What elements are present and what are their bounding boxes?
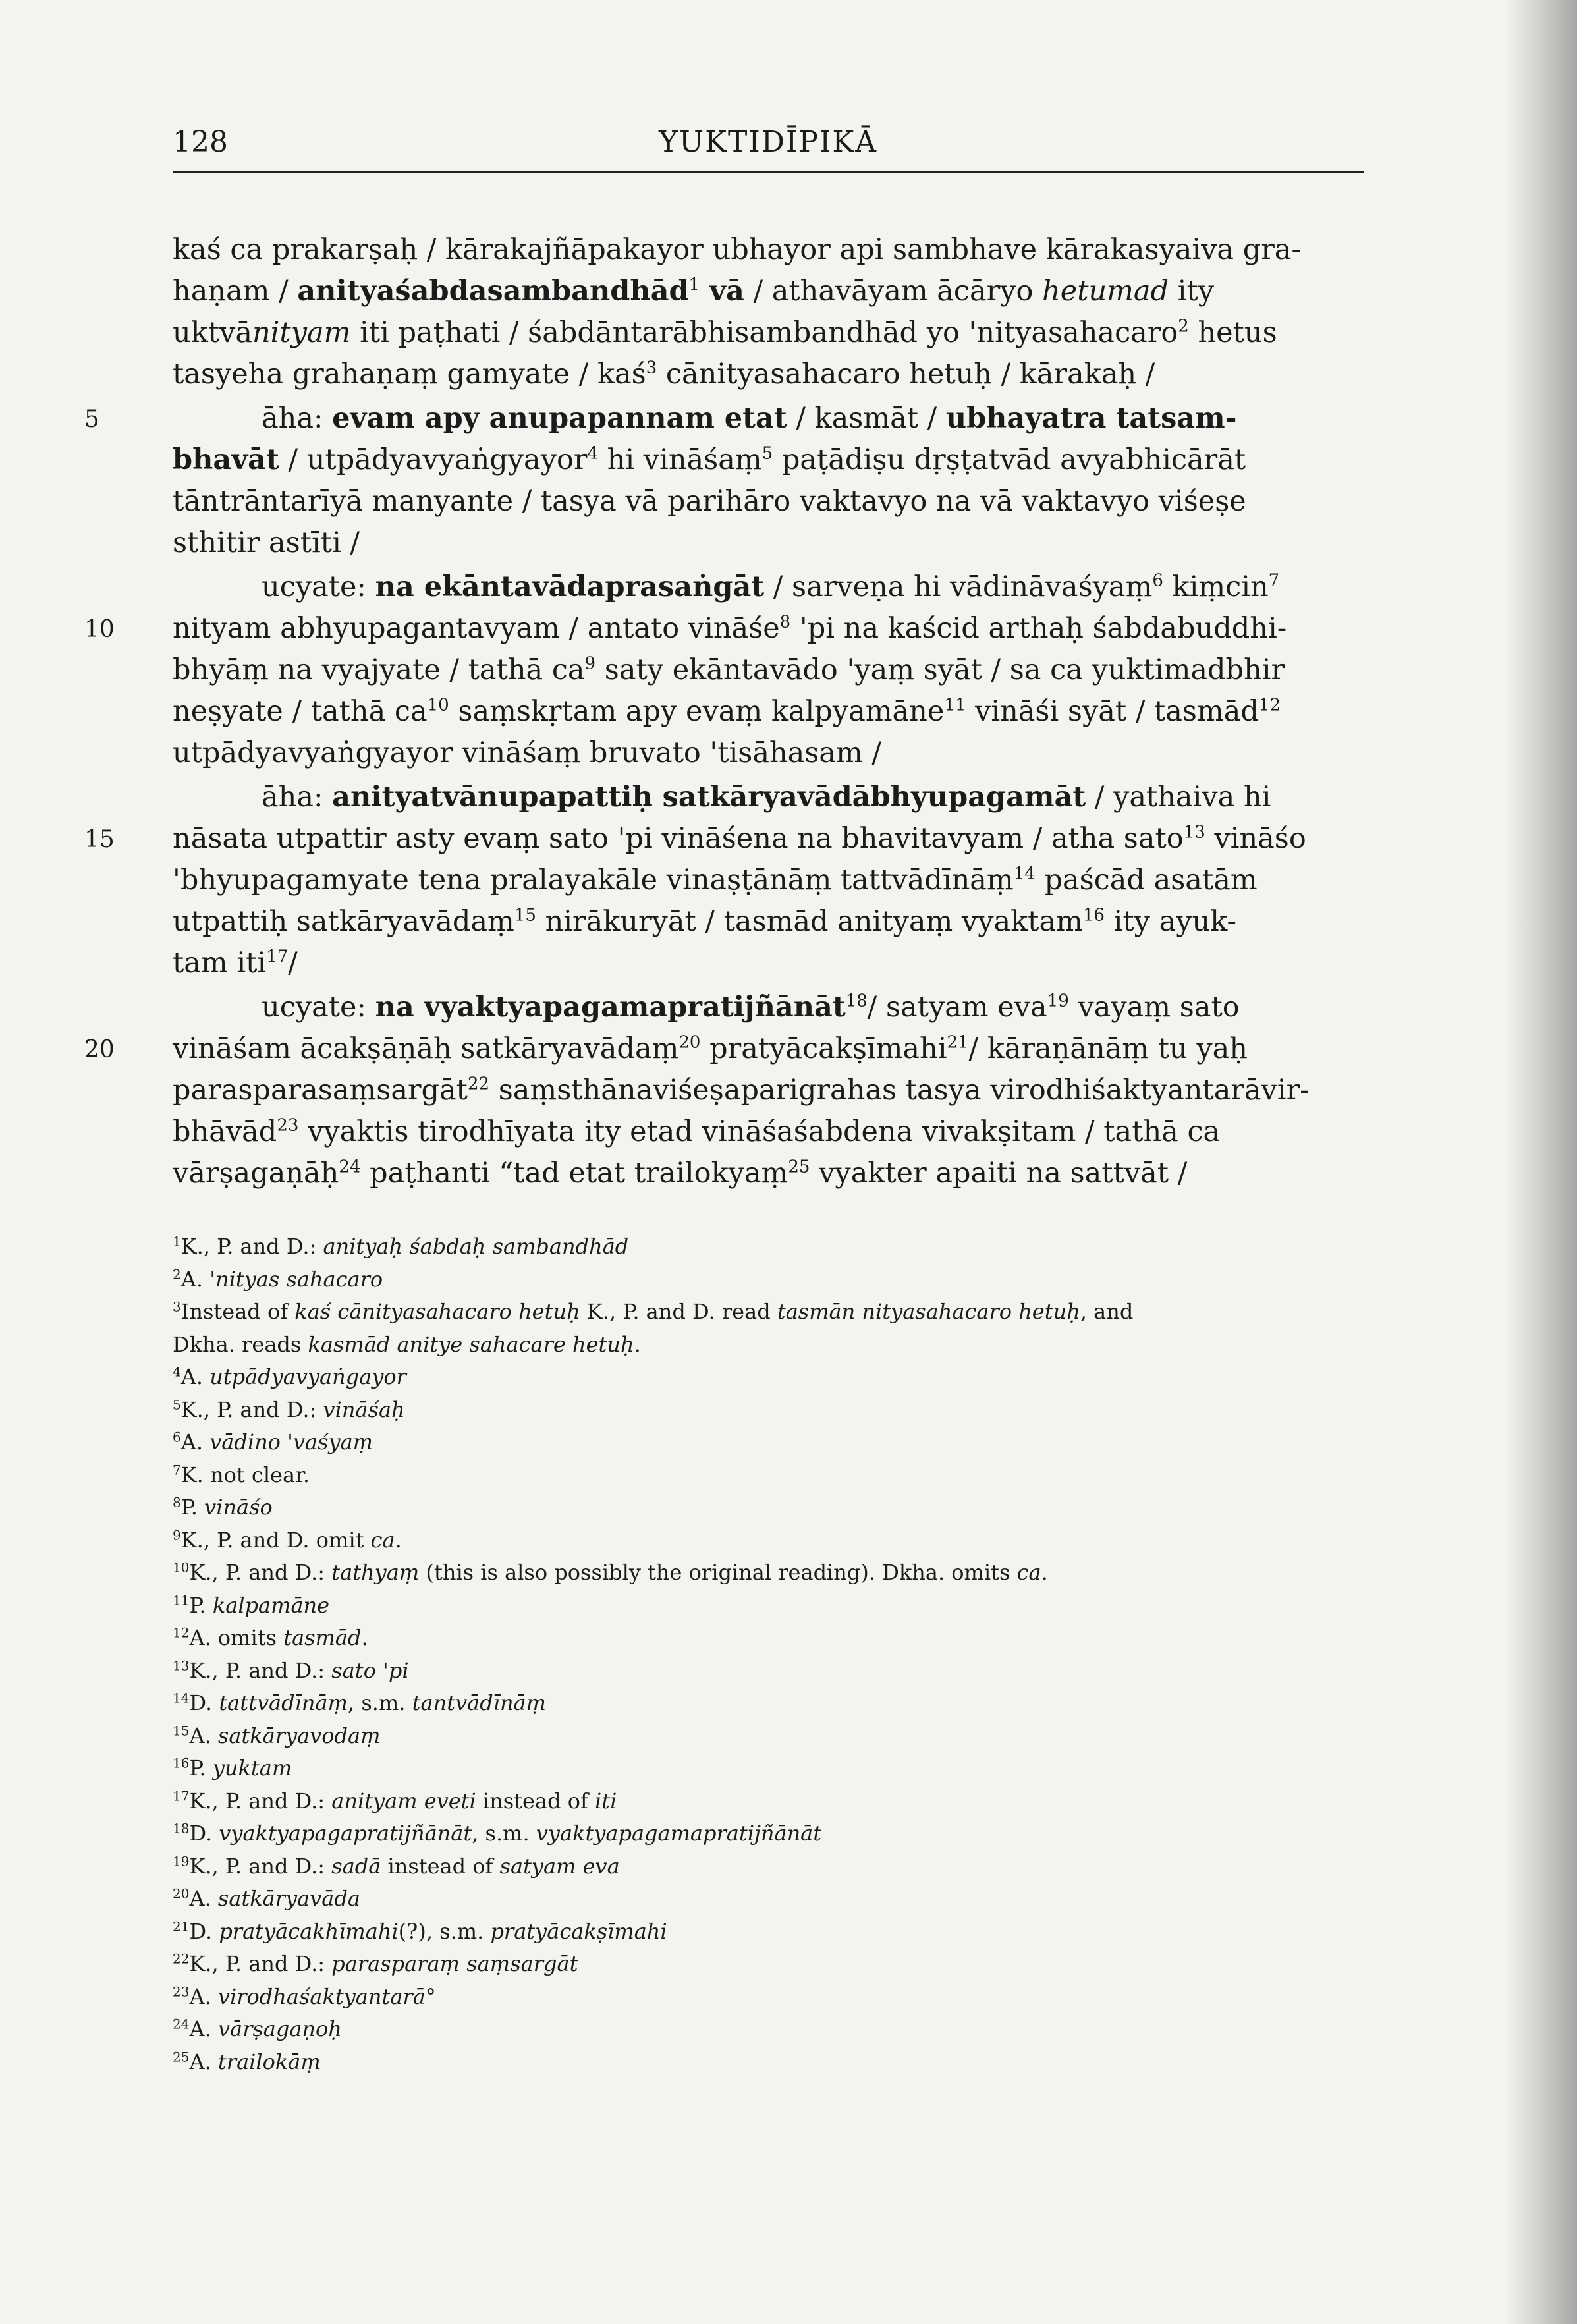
note-ref: 15 xyxy=(514,905,536,926)
running-title: YUKTIDĪPIKĀ xyxy=(658,125,878,159)
text-segment: vā xyxy=(700,275,744,308)
page-edge-shadow xyxy=(1505,0,1577,2324)
text-segment: paścād asatām xyxy=(1035,864,1258,897)
footnote-text: tathyaṃ xyxy=(331,1560,420,1585)
text-segment: ubhayatra tatsam- xyxy=(945,402,1237,435)
text-segment: vināśo xyxy=(1205,822,1306,855)
text-line xyxy=(173,439,1364,481)
note-ref: 25 xyxy=(788,1157,810,1177)
text-segment: / satyam eva xyxy=(867,991,1047,1024)
note-ref: 17 xyxy=(266,947,289,967)
text-segment: saṃskṛtam apy evaṃ kalpyamāne xyxy=(449,695,945,728)
footnote-number: 13 xyxy=(173,1657,190,1673)
footnote-text: D. xyxy=(189,1690,219,1715)
text-segment: kaś ca prakarṣaḥ / kārakajñāpakayor ubhayor api sambhave kārakasyaiva gra- xyxy=(173,233,1301,266)
text-segment: parasparasaṃsargāt xyxy=(173,1074,468,1107)
text-line xyxy=(173,1153,1364,1194)
footnote-number: 19 xyxy=(173,1852,190,1869)
footnote xyxy=(173,1850,1364,1883)
text-line xyxy=(173,229,1364,271)
footnote-text: A. xyxy=(180,1364,210,1389)
text-line xyxy=(173,1111,1364,1153)
footnote-text: anityam eveti xyxy=(331,1788,476,1813)
text-line xyxy=(173,567,1364,608)
footnote-text: yuktam xyxy=(212,1756,292,1781)
footnote-text: kalpamāne xyxy=(212,1592,330,1618)
footnote xyxy=(173,1231,1364,1263)
footnote-number: 6 xyxy=(173,1429,181,1445)
text-line xyxy=(173,860,1364,901)
footnote-number: 7 xyxy=(173,1461,181,1478)
footnote xyxy=(173,2046,1364,2079)
footnote-number: 5 xyxy=(173,1396,181,1412)
note-ref: 9 xyxy=(584,653,596,674)
paragraph xyxy=(173,398,1364,564)
text-segment: nityam xyxy=(252,316,351,349)
footnote xyxy=(173,1752,1364,1785)
footnote-text: tasmān nityasahacaro hetuḥ xyxy=(777,1299,1080,1324)
footnote-text: , and xyxy=(1080,1299,1134,1324)
running-header xyxy=(173,125,1364,173)
footnote-number: 18 xyxy=(173,1820,190,1837)
text-segment: tam iti xyxy=(173,947,267,980)
text-segment: neṣyate / tathā ca xyxy=(173,695,428,728)
text-line xyxy=(173,398,1364,439)
text-line xyxy=(173,901,1364,943)
text-line xyxy=(173,650,1364,691)
footnote-text: kasmād anitye sahacare hetuḥ xyxy=(308,1331,634,1357)
footnote-text: K., P. and D. read xyxy=(580,1299,777,1324)
footnote-text: ca xyxy=(1016,1560,1041,1585)
footnote-text: pratyācakhīmahi xyxy=(219,1918,399,1944)
paragraph xyxy=(173,229,1364,395)
text-segment: / yathaiva hi xyxy=(1086,781,1271,814)
margin-line-number: 15 xyxy=(84,826,115,853)
note-ref: 1 xyxy=(688,275,700,295)
note-ref: 20 xyxy=(678,1032,701,1053)
footnote xyxy=(173,1622,1364,1655)
text-segment: uktvā xyxy=(173,316,252,349)
footnote-text: , s.m. xyxy=(472,1821,536,1846)
footnote-text: (?), s.m. xyxy=(398,1918,491,1944)
text-segment: na vyaktyapagamapratijñānāt xyxy=(375,991,846,1024)
footnote xyxy=(173,1883,1364,1916)
text-line xyxy=(173,1028,1364,1070)
footnote xyxy=(173,1916,1364,1949)
footnote-number: 23 xyxy=(173,1983,190,1999)
text-segment: utpattiḥ satkāryavādaṃ xyxy=(173,905,514,938)
footnote-number: 1 xyxy=(173,1233,181,1250)
footnote-number: 9 xyxy=(173,1526,181,1543)
footnote-number: 20 xyxy=(173,1885,190,1902)
text-line xyxy=(173,608,1364,650)
text-segment: / athavāyam ācāryo xyxy=(744,275,1043,308)
text-segment: / xyxy=(288,947,298,980)
text-segment: vināśam ācakṣāṇāḥ satkāryavādaṃ xyxy=(173,1032,679,1065)
footnote-text: A. omits xyxy=(189,1625,284,1650)
footnote xyxy=(173,1361,1364,1394)
footnote-text: ca xyxy=(370,1527,395,1553)
text-line xyxy=(173,522,1364,564)
text-segment: utpādyavyaṅgyayor vināśaṃ bruvato 'tisāhasam / xyxy=(173,736,881,769)
footnote-text: tantvādīnāṃ xyxy=(412,1690,547,1715)
footnote-text: tattvādīnāṃ xyxy=(219,1690,348,1715)
footnote-text: K., P. and D. omit xyxy=(180,1527,371,1553)
footnote-text: satkāryavāda xyxy=(217,1886,360,1911)
footnote-number: 24 xyxy=(173,2016,190,2032)
text-segment: bhavāt xyxy=(173,443,279,476)
footnote xyxy=(173,1459,1364,1492)
note-ref: 12 xyxy=(1258,695,1281,715)
footnote xyxy=(173,1426,1364,1459)
footnote xyxy=(173,1981,1364,2014)
footnote xyxy=(173,1491,1364,1524)
text-line xyxy=(173,777,1364,818)
text-segment: āha: xyxy=(262,781,333,814)
footnote-text: vināśaḥ xyxy=(323,1397,405,1422)
footnote-text: K. not clear. xyxy=(180,1462,310,1487)
footnote-text: Dkha. reads xyxy=(173,1331,308,1357)
footnote-text: A. xyxy=(189,1886,218,1911)
footnote-text: anityaḥ śabdaḥ sambandhād xyxy=(323,1234,629,1259)
footnote-number: 2 xyxy=(173,1265,181,1282)
text-segment: / utpādyavyaṅgyayor xyxy=(279,443,588,476)
note-ref: 5 xyxy=(761,443,773,464)
text-line xyxy=(173,943,1364,984)
footnote xyxy=(173,1720,1364,1753)
text-segment: ity ayuk- xyxy=(1104,905,1237,938)
text-segment: nirākuryāt / tasmād anityaṃ vyaktam xyxy=(536,905,1083,938)
text-segment: bhāvād xyxy=(173,1115,277,1148)
footnote-text: sato 'pi xyxy=(331,1657,409,1683)
note-ref: 3 xyxy=(646,358,657,378)
footnote-text: instead of xyxy=(476,1788,595,1813)
text-line xyxy=(173,271,1364,312)
text-line xyxy=(173,691,1364,733)
footnote-text: K., P. and D.: xyxy=(189,1657,332,1683)
footnote xyxy=(173,1524,1364,1557)
text-segment: pratyācakṣīmahi xyxy=(700,1032,947,1065)
footnote-text: vyaktyapagapratijñānāt xyxy=(219,1821,472,1846)
note-ref: 23 xyxy=(277,1115,299,1136)
text-line xyxy=(173,481,1364,522)
text-segment: haṇam / xyxy=(173,275,298,308)
footnote-text: pratyācakṣīmahi xyxy=(490,1918,667,1944)
text-segment: nāsata utpattir asty evaṃ sato 'pi vināśena na bhavitavyam / atha sato xyxy=(173,822,1184,855)
text-segment: vināśi syāt / tasmād xyxy=(966,695,1259,728)
paragraph xyxy=(173,777,1364,984)
note-ref: 4 xyxy=(587,443,598,464)
footnote-number: 21 xyxy=(173,1918,190,1934)
margin-line-number: 5 xyxy=(84,406,99,433)
footnote-text: vārṣagaṇoḥ xyxy=(217,2016,342,2041)
text-segment: vārṣagaṇāḥ xyxy=(173,1157,339,1190)
footnote-text: virodhaśaktyantarā° xyxy=(217,1983,436,2009)
footnote-text: trailokāṃ xyxy=(217,2049,321,2074)
note-ref: 13 xyxy=(1183,822,1205,843)
footnote-number: 8 xyxy=(173,1494,181,1510)
text-segment: / sarveṇa hi vādināvaśyaṃ xyxy=(764,570,1153,603)
footnote-text: P. xyxy=(189,1592,213,1618)
footnote-number: 11 xyxy=(173,1591,190,1608)
text-segment: na ekāntavādaprasaṅgāt xyxy=(375,570,765,603)
text-segment: vyakter apaiti na sattvāt / xyxy=(810,1157,1188,1190)
note-ref: 22 xyxy=(467,1074,490,1094)
footnotes xyxy=(173,1231,1364,2078)
note-ref: 24 xyxy=(339,1157,361,1177)
note-ref: 11 xyxy=(944,695,966,715)
footnote xyxy=(173,1296,1364,1329)
text-segment: ity xyxy=(1169,275,1215,308)
footnote-text: D. xyxy=(189,1821,219,1846)
footnote xyxy=(173,1329,1364,1362)
note-ref: 10 xyxy=(427,695,449,715)
footnote-text: P. xyxy=(180,1495,205,1520)
note-ref: 16 xyxy=(1082,905,1105,926)
text-segment: tasyeha grahaṇaṃ gamyate / kaś xyxy=(173,358,646,391)
text-segment: 'pi na kaścid arthaḥ śabdabuddhi- xyxy=(790,612,1287,645)
footnote-number: 22 xyxy=(173,1950,190,1967)
text-segment: ucyate: xyxy=(262,991,375,1024)
text-segment: 'bhyupagamyate tena pralayakāle vinaṣṭānāṃ tattvādīnāṃ xyxy=(173,864,1014,897)
text-segment: nityam abhyupagantavyam / antato vināśe xyxy=(173,612,780,645)
text-line xyxy=(173,1070,1364,1111)
text-segment: anityaśabdasambandhād xyxy=(297,275,689,308)
note-ref: 6 xyxy=(1152,570,1163,591)
note-ref: 7 xyxy=(1268,570,1280,591)
footnote xyxy=(173,1948,1364,1981)
paragraph xyxy=(173,567,1364,774)
text-segment: cānityasahacaro hetuḥ / kārakaḥ / xyxy=(657,358,1155,391)
footnote-text: utpādyavyaṅgayor xyxy=(209,1364,406,1389)
footnote xyxy=(173,1557,1364,1590)
footnote-text: kaś cānityasahacaro hetuḥ xyxy=(294,1299,580,1324)
footnote xyxy=(173,1687,1364,1720)
footnote-number: 16 xyxy=(173,1755,190,1771)
footnote-text: K., P. and D.: xyxy=(189,1951,332,1976)
footnote-number: 10 xyxy=(173,1559,190,1576)
footnote-text: (this is also possibly the original reading). Dkha. omits xyxy=(419,1560,1017,1585)
text-segment: paṭādiṣu dṛṣṭatvād avyabhicārāt xyxy=(773,443,1246,476)
footnote-text: iti xyxy=(595,1788,617,1813)
footnote-text: K., P. and D.: xyxy=(180,1397,323,1422)
text-line xyxy=(173,312,1364,354)
footnote-text: satyam eva xyxy=(499,1853,620,1879)
text-segment: evam apy anupapannam etat xyxy=(332,402,787,435)
footnote-text: , s.m. xyxy=(348,1690,412,1715)
note-ref: 19 xyxy=(1047,991,1069,1011)
footnote-number: 25 xyxy=(173,2048,190,2064)
footnote-text: K., P. and D.: xyxy=(189,1853,332,1879)
text-segment: vyaktis tirodhīyata ity etad vināśaśabdena vivakṣitam / tathā ca xyxy=(298,1115,1221,1148)
main-text xyxy=(173,229,1364,1194)
text-segment: iti paṭhati / śabdāntarābhisambandhād yo 'nityasahacaro xyxy=(350,316,1178,349)
text-segment: / kasmāt / xyxy=(787,402,946,435)
text-segment: hi vināśaṃ xyxy=(597,443,762,476)
footnote-text: A. xyxy=(189,1723,218,1748)
footnote-text: K., P. and D.: xyxy=(180,1234,323,1259)
margin-line-number: 10 xyxy=(84,616,115,643)
footnote-number: 3 xyxy=(173,1298,181,1315)
text-line xyxy=(173,733,1364,774)
footnote-text: instead of xyxy=(381,1853,500,1879)
footnote-text: A. xyxy=(189,2016,218,2041)
footnote-text: sadā xyxy=(331,1853,381,1879)
footnote-text: A. xyxy=(189,1983,218,2009)
footnote-number: 15 xyxy=(173,1722,190,1738)
paragraph xyxy=(173,987,1364,1194)
text-segment: anityatvānupapattiḥ satkāryavādābhyupagamāt xyxy=(332,781,1086,814)
note-ref: 14 xyxy=(1013,864,1036,884)
footnote-text: parasparaṃ saṃsargāt xyxy=(331,1951,578,1976)
footnote-number: 12 xyxy=(173,1624,190,1641)
footnote-text: A. xyxy=(189,2049,218,2074)
text-line xyxy=(173,987,1364,1028)
footnote-text: vādino 'vaśyaṃ xyxy=(209,1429,374,1454)
footnote-text: vyaktyapagamapratijñānāt xyxy=(536,1821,822,1846)
footnote-text: K., P. and D.: xyxy=(189,1560,332,1585)
footnote-text: D. xyxy=(189,1918,219,1944)
note-ref: 21 xyxy=(947,1032,969,1053)
margin-line-number: 20 xyxy=(84,1036,115,1063)
note-ref: 8 xyxy=(779,612,791,632)
text-segment: saṃsthānaviśeṣaparigrahas tasya virodhiśaktyantarāvir- xyxy=(489,1074,1310,1107)
footnote-number: 4 xyxy=(173,1364,181,1380)
footnote xyxy=(173,2013,1364,2046)
footnote-text: Instead of xyxy=(180,1299,295,1324)
footnote xyxy=(173,1590,1364,1622)
text-segment: ucyate: xyxy=(262,570,375,603)
note-ref: 18 xyxy=(845,991,868,1011)
footnote xyxy=(173,1785,1364,1818)
footnote-text: . xyxy=(395,1527,402,1553)
text-segment: / kāraṇānāṃ tu yaḥ xyxy=(968,1032,1248,1065)
text-segment: vayaṃ sato xyxy=(1068,991,1240,1024)
footnote-text: . xyxy=(361,1625,368,1650)
footnote-text: P. xyxy=(189,1756,213,1781)
text-segment: hetus xyxy=(1188,316,1277,349)
text-line xyxy=(173,818,1364,860)
footnote-text: vināśo xyxy=(204,1495,273,1520)
footnote xyxy=(173,1263,1364,1296)
page-number: 128 xyxy=(173,125,228,159)
footnote xyxy=(173,1394,1364,1427)
text-segment: paṭhanti “tad etat trailokyaṃ xyxy=(360,1157,788,1190)
text-segment: saty ekāntavādo 'yaṃ syāt / sa ca yuktimadbhir xyxy=(595,653,1285,686)
footnote-text: . xyxy=(1041,1560,1048,1585)
text-segment: kiṃcin xyxy=(1163,570,1269,603)
footnote-number: 17 xyxy=(173,1787,190,1804)
text-segment: hetumad xyxy=(1042,275,1169,308)
footnote xyxy=(173,1817,1364,1850)
footnote-text: K., P. and D.: xyxy=(189,1788,332,1813)
text-segment: āha: xyxy=(262,402,333,435)
footnote-text: A. xyxy=(180,1429,210,1454)
footnote-text: tasmād xyxy=(283,1625,362,1650)
text-line xyxy=(173,354,1364,395)
text-segment: tāntrāntarīyā manyante / tasya vā parihāro vaktavyo na vā vaktavyo viśeṣe xyxy=(173,485,1246,518)
footnote-text: 'nityas sahacaro xyxy=(209,1266,383,1292)
footnote xyxy=(173,1655,1364,1688)
text-segment: sthitir astīti / xyxy=(173,526,360,559)
note-ref: 2 xyxy=(1178,316,1189,337)
footnote-text: A. xyxy=(180,1266,210,1292)
text-segment: bhyāṃ na vyajyate / tathā ca xyxy=(173,653,585,686)
footnote-number: 14 xyxy=(173,1690,190,1706)
footnote-text: satkāryavodaṃ xyxy=(217,1723,381,1748)
footnote-text: . xyxy=(634,1331,641,1357)
